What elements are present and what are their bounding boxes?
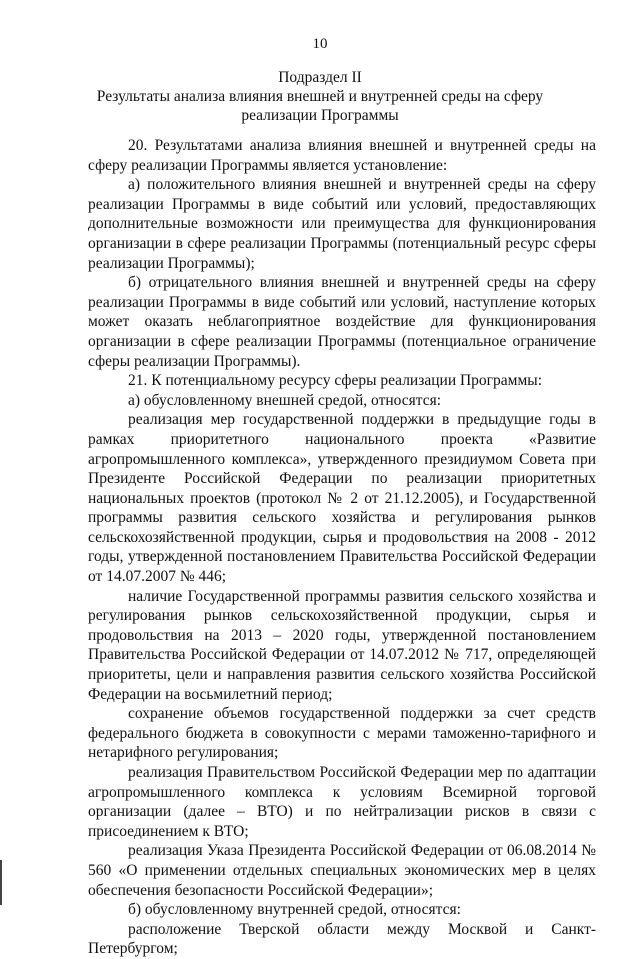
subsection-title: Подраздел II xyxy=(278,69,362,86)
scan-edge-mark xyxy=(0,860,2,905)
section-heading xyxy=(90,68,550,125)
paragraph-21: 21. К потенциальному ресурсу сферы реализации Программы: xyxy=(128,372,543,390)
section-title-line-1: Результаты анализа влияния внешней и внутренней среды на сферу xyxy=(96,88,544,105)
paragraph-20-a: а) положительного влияния внешней и внутренней среды на сферу реализации Программы в виде событий или условий, предоставляющих дополнительные возможности или преимущества для функционирования организации в сфере реализации Программы (потенциальный ресурс сферы реализации Программы); xyxy=(88,176,596,272)
paragraph-20-b: б) отрицательного влияния внешней и внутренней среды на сферу реализации Программы в виде событий или условий, наступление которых может оказать неблагоприятное воздействие для функционирования организации в сфере реализации Программы (потенциальное ограничение сферы реализации Программы). xyxy=(88,274,596,370)
list-item-presidential-decree: реализация Указа Президента Российской Федерации от 06.08.2014 № 560 «О применении отдельных специальных экономических мер в целях обеспечения безопасности Российской Федерации»; xyxy=(88,842,596,899)
paragraph-20: 20. Результатами анализа влияния внешней и внутренней среды на сферу реализации Программы является установление: xyxy=(88,137,596,174)
list-item-wto-adaptation: реализация Правительством Российской Федерации мер по адаптации агропромышленного комплекса к условиям Всемирной торговой организации (далее – ВТО) и по нейтрализации рисков в связи с присоединением к ВТО; xyxy=(88,764,596,840)
paragraph-21-b: б) обусловленному внутренней средой, относятся: xyxy=(128,901,461,919)
page-number: 10 xyxy=(312,36,328,52)
list-item-location: расположение Тверской области между Москвой и Санкт-Петербургом; xyxy=(88,920,596,958)
body-text xyxy=(88,136,596,959)
list-item-state-program: наличие Государственной программы развития сельского хозяйства и регулирования рынков сельскохозяйственной продукции, сырья и продовольствия на 2013 – 2020 годы, утвержденной постановлением Правительства Российской Федерации от 14.07.2012 № 717, определяющей приоритеты, цели и направления развития сельского хозяйства Российской Федерации на восьмилетний период; xyxy=(88,587,596,703)
list-item-federal-support: сохранение объемов государственной поддержки за счет средств федерального бюджета в совокупности с мерами таможенно-тарифного и нетарифного регулирования; xyxy=(88,705,596,762)
section-title-line-2: реализации Программы xyxy=(241,107,399,124)
list-item-national-project: реализация мер государственной поддержки в предыдущие годы в рамках приоритетного национального проекта «Развитие агропромышленного комплекса», утвержденного президиумом Совета при Президенте Российской Федерации по реализации приоритетных национальных проектов (протокол № 2 от 21.12.2005), и Государственной программы развития сельского хозяйства и регулирования рынков сельскохозяйственной продукции, сырья и продовольствия на 2008 - 2012 годы, утвержденной постановлением Правительства Российской Федерации от 14.07.2007 № 446; xyxy=(88,411,596,586)
paragraph-21-a: а) обусловленному внешней средой, относятся: xyxy=(128,391,442,409)
